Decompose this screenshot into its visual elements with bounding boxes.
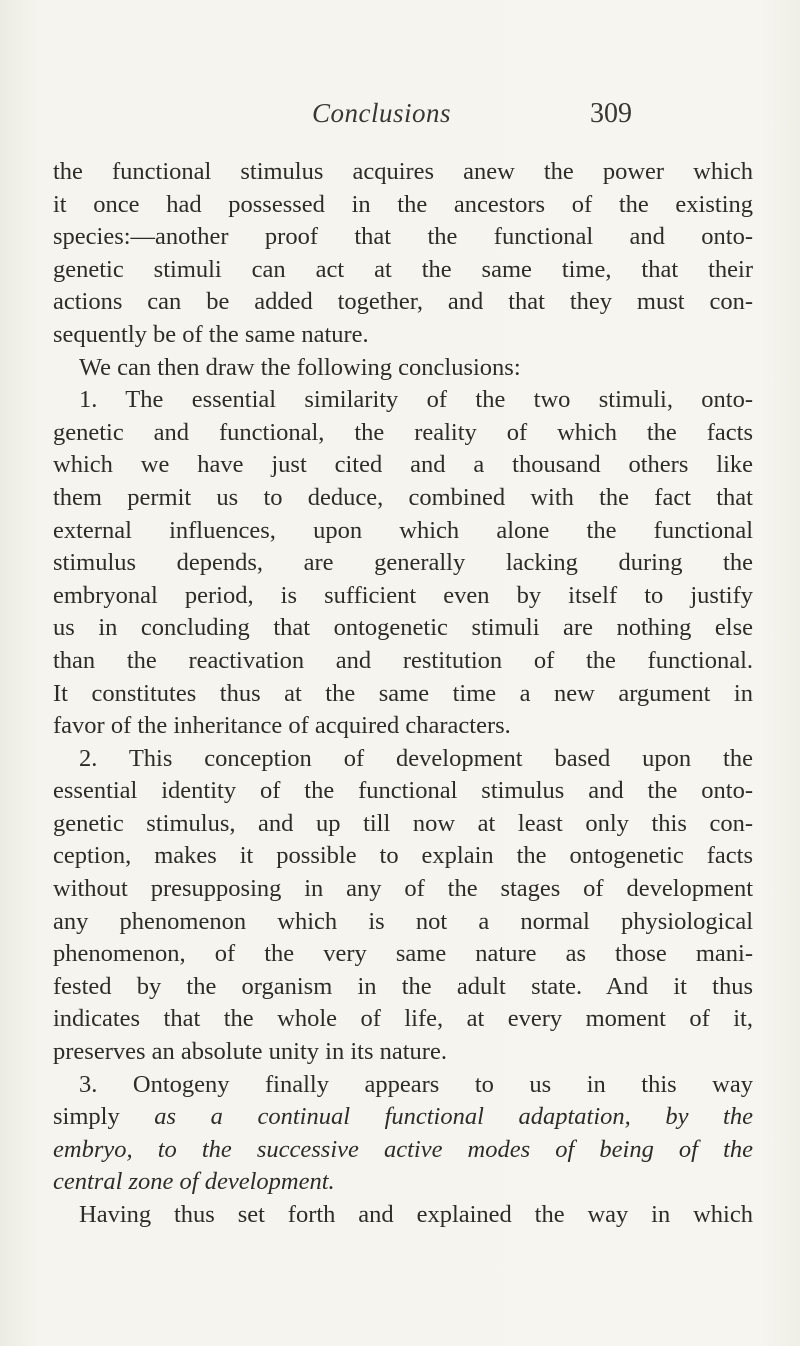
text-line: genetic stimulus, and up till now at least only this con-: [53, 809, 753, 837]
page-header: [0, 98, 800, 138]
text-line: We can then draw the following conclusions:: [79, 353, 521, 381]
text-line: 1. The essential similarity of the two stimuli, onto-: [79, 386, 753, 414]
text-line: embryonal period, is sufficient even by itself to justify: [53, 581, 753, 609]
text-line: it once had possessed in the ancestors of the existing: [53, 190, 753, 218]
text-line: actions can be added together, and that they must con-: [53, 288, 753, 316]
text-line: us in concluding that ontogenetic stimuli are nothing else: [53, 614, 753, 642]
text-line: sequently be of the same nature.: [53, 320, 369, 348]
text-line: It constitutes thus at the same time a new argument in: [53, 679, 753, 707]
text-line: species:—another proof that the functional and onto-: [53, 223, 753, 251]
text-line: stimulus depends, are generally lacking during the: [53, 549, 753, 577]
text-line: ception, makes it possible to explain the ontogenetic facts: [53, 842, 753, 870]
running-head: Conclusions: [312, 98, 452, 128]
text-line: favor of the inheritance of acquired characters.: [53, 712, 511, 740]
text-line: indicates that the whole of life, at every moment of it,: [53, 1005, 753, 1033]
text-line: which we have just cited and a thousand others like: [53, 451, 753, 479]
text-line-italic-part: as a continual functional adaptation, by the: [154, 1103, 753, 1131]
text-line: [53, 1101, 753, 1134]
text-line: central zone of development.: [53, 1168, 335, 1196]
text-line: the functional stimulus acquires anew the power which: [53, 158, 753, 185]
text-line: fested by the organism in the adult state. And it thus: [53, 972, 753, 1000]
text-line: essential identity of the functional stimulus and the onto-: [53, 777, 753, 805]
body-text: [53, 156, 753, 1232]
text-line: genetic stimuli can act at the same time, that their: [53, 255, 753, 283]
text-line: without presupposing in any of the stages of development: [53, 875, 753, 903]
text-line: 2. This conception of development based upon the: [79, 744, 753, 772]
page-number: 309: [590, 98, 632, 129]
text-line: embryo, to the successive active modes of being of the: [53, 1135, 753, 1163]
text-line: Having thus set forth and explained the way in which: [79, 1201, 753, 1228]
text-line: genetic and functional, the reality of which the facts: [53, 418, 753, 446]
text-line: 3. Ontogeny finally appears to us in this way: [79, 1070, 753, 1098]
text-line: external influences, upon which alone the functional: [53, 516, 753, 544]
text-line: than the reactivation and restitution of the functional.: [53, 646, 753, 674]
text-line: any phenomenon which is not a normal physiological: [53, 907, 753, 935]
text-line: phenomenon, of the very same nature as those mani-: [53, 940, 753, 968]
text-line: preserves an absolute unity in its nature.: [53, 1038, 447, 1066]
text-line: them permit us to deduce, combined with the fact that: [53, 483, 753, 511]
text-line-plain-part: simply: [53, 1103, 155, 1131]
